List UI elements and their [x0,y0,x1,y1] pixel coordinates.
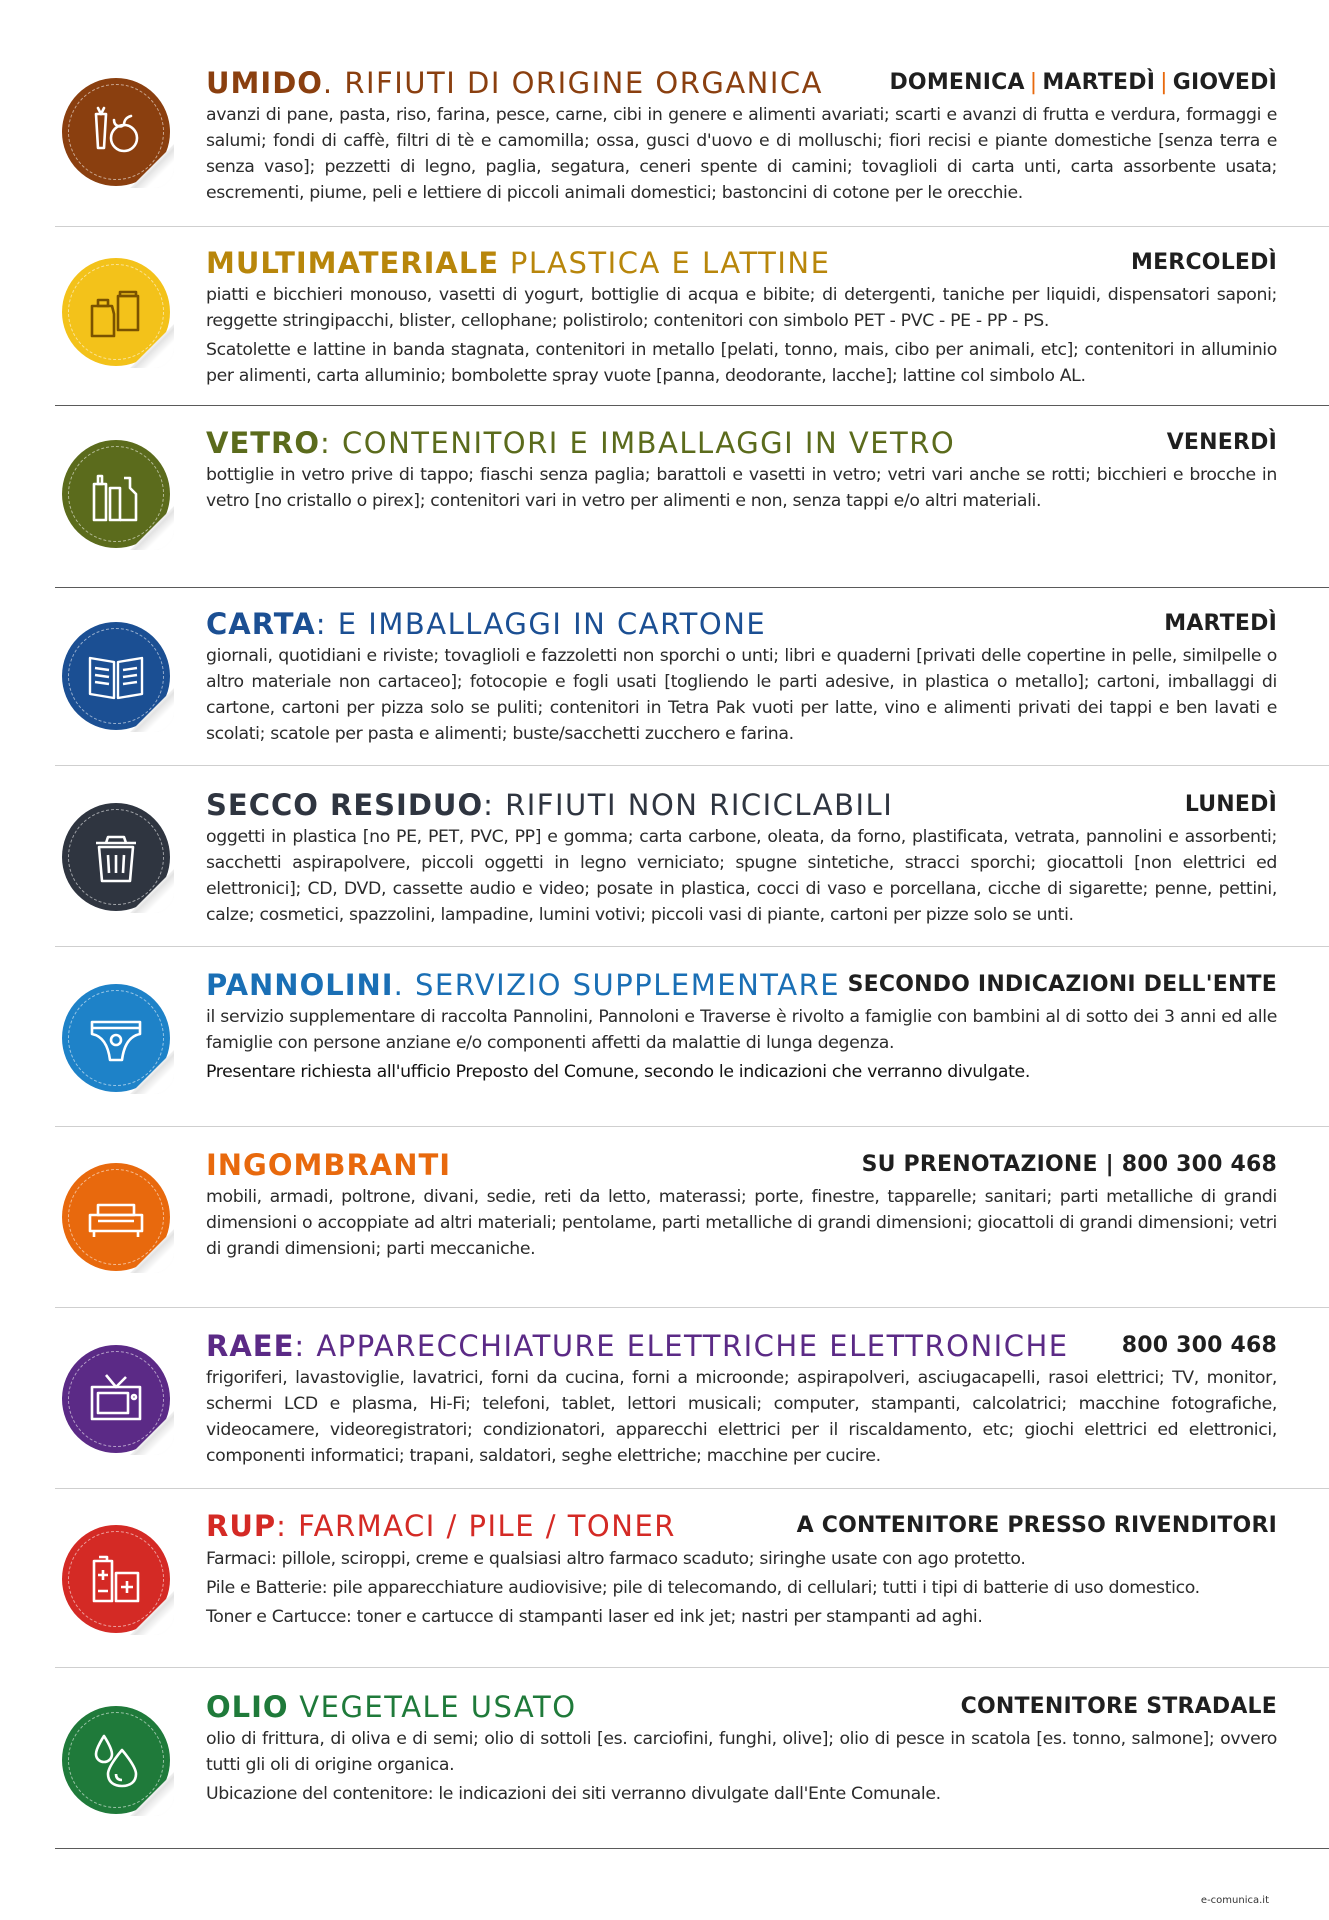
ingombranti-badge [62,1163,170,1271]
vetro-badge [62,440,170,548]
diaper-icon [84,1006,148,1070]
multimateriale-title: MULTIMATERIALE PLASTICA E LATTINE [206,246,831,280]
multimateriale-badge [62,258,170,366]
secco-title: SECCO RESIDUO: RIFIUTI NON RICICLABILI [206,788,894,822]
ingombranti-days: SU PRENOTAZIONE | 800 300 468 [861,1152,1277,1177]
raee-days: 800 300 468 [1121,1333,1277,1358]
umido-description: avanzi di pane, pasta, riso, farina, pesce, carne, cibi in genere e alimenti avariati; scarti e avanzi di frutta e verdura, formaggi e salumi; fondi di caffè, filtri di tè e camomilla; ossa, gusci d'uovo e di molluschi; fiori recisi e piante domestiche [senza terra e senza vaso]; pezzetti di legno, paglia, segatura, ceneri spente di camini; tovaglioli di carta unti, carta assorbente usata; escrementi, piume, peli e lettiere di piccoli animali domestici; bastoncini di cotone per le orecchie. [206,105,1277,203]
rup-badge [62,1525,170,1633]
rup-description: Farmaci: pillole, sciroppi, creme e qualsiasi altro farmaco scaduto; siringhe usate con ago protetto. Pile e Batterie: pile apparecchiature audiovisive; pile di telecomando, di cellulari; tutti i tipi di batterie di uso domestico. Toner e Cartucce: toner e cartucce di stampanti laser ed ink jet; nastri per stampanti ad aghi. [206,1549,1200,1627]
rup-days: A CONTENITORE PRESSO RIVENDITORI [796,1513,1277,1538]
raee-title: RAEE: APPARECCHIATURE ELETTRICHE ELETTRONICHE [206,1329,1069,1363]
multimateriale-days: MERCOLEDÌ [1130,250,1277,275]
glass-bottles-icon [84,462,148,526]
vetro-days: VENERDÌ [1166,430,1277,455]
section-name-bold: UMIDO [206,66,323,100]
carta-badge [62,622,170,730]
vetro-title: VETRO: CONTENITORI E IMBALLAGGI IN VETRO [206,426,956,460]
trash-bin-icon [84,825,148,889]
divider [55,226,1329,227]
pannolini-description: il servizio supplementare di raccolta Pannolini, Pannoloni e Traverse è rivolto a famiglie con bambini al di sotto dei 3 anni ed alle famiglie con persone anziane e/o componenti affetti da malattie di lunga degenza. Presentare richiesta all'ufficio Preposto del Comune, secondo le indicazioni che verranno divulgate. [206,1007,1277,1082]
divider [55,765,1329,766]
umido-title [206,66,823,100]
olio-description: olio di frittura, di oliva e di semi; olio di sottoli [es. carciofini, funghi, olive]; olio di pesce in scatola [es. tonno, salmone]; ovvero tutti gli oli di origine organica. Ubicazione del contenitore: le indicazioni dei siti verranno divulgate dall'Ente Comunale. [206,1729,1277,1804]
divider [55,1126,1329,1127]
footer-credit: e-comunica.it [1200,1895,1269,1906]
pannolini-title: PANNOLINI. SERVIZIO SUPPLEMENTARE [206,968,841,1002]
divider [55,587,1329,588]
pannolini-days: SECONDO INDICAZIONI DELL'ENTE [847,972,1277,997]
multimateriale-description: piatti e bicchieri monouso, vasetti di yogurt, bottiglie di acqua e bibite; di detergenti, taniche per liquidi, dispensatori saponi; reggette stringipacchi, blister, cellophane; polistirolo; contenitori con simbolo PET - PVC - PE - PP - PS. Scatolette e lattine in banda stagnata, contenitori in metallo [pelati, tonno, mais, cibo per animali, etc]; contenitori in alluminio per alimenti, carta alluminio; bombolette spray vuote [panna, deodorante, lacche]; lattine col simbolo AL. [206,285,1277,386]
newspaper-icon [84,644,148,708]
tv-icon [84,1367,148,1431]
raee-description: frigoriferi, lavastoviglie, lavatrici, forni da cucina, forni a microonde; aspirapolveri, asciugacapelli, rasoi elettrici; TV, monitor, schermi LCD e plasma, Hi-Fi; telefoni, tablet, lettori musicali; computer, stampanti, calcolatrici; macchine fotografiche, videocamere, videoregistratori; condizionatori, apparecchi elettrici per il riscaldamento, etc; giochi elettrici ed elettronici, componenti informatici; trapani, saldatori, seghe elettriche; macchine per cucire. [206,1368,1277,1466]
carta-title: CARTA: E IMBALLAGGI IN CARTONE [206,607,767,641]
secco-description: oggetti in plastica [no PE, PET, PVC, PP] e gomma; carta carbone, oleata, da forno, plastificata, vetrata, pannolini e assorbenti; sacchetti aspirapolvere, piccoli oggetti in legno verniciato; spugne sintetiche, stracci sporchi; giocattoli [non elettrici ed elettronici]; CD, DVD, cassette audio e video; posate in plastica, cocci di vaso e porcellana, cicche di sigarette; penne, pettini, calze; cosmetici, spazzolini, lampadine, lumini votivi; piccoli vasi di piante, cartoni per pizze solo se unti. [206,827,1277,925]
sofa-icon [84,1185,148,1249]
secco-days: LUNEDÌ [1184,792,1277,817]
divider [55,1667,1329,1668]
divider [55,946,1329,947]
section-name-rest: . RIFIUTI DI ORIGINE ORGANICA [322,66,824,100]
secco-badge [62,803,170,911]
ingombranti-description: mobili, armadi, poltrone, divani, sedie, reti da letto, materassi; porte, finestre, tapparelle; sanitari; parti metalliche di grandi dimensioni o accoppiate ad altri materiali; pentolame, parti metalliche di grandi dimensioni; giocattoli di grandi dimensioni; vetri di grandi dimensioni; parti meccaniche. [206,1187,1277,1259]
divider [55,405,1329,406]
olio-days: CONTENITORE STRADALE [960,1694,1277,1719]
rup-title: RUP: FARMACI / PILE / TONER [206,1509,676,1543]
umido-days: DOMENICA | MARTEDÌ | GIOVEDÌ [889,70,1277,95]
carta-description: giornali, quotidiani e riviste; tovaglioli e fazzoletti non sporchi o unti; libri e quaderni [privati delle copertine in pelle, similpelle o altro materiale non cartaceo]; fotocopie e fogli usati [togliendo le parti adesive, in plastica o metallo]; cartoni, imballaggi di cartone, cartoni per pizza solo se puliti; contenitori in Tetra Pak vuoti per latte, vino e alimenti privati dei tappi e ben lavati e scolati; scatole per pasta e alimenti; buste/sacchetti zucchero e farina. [206,646,1277,744]
divider [55,1848,1329,1849]
olio-badge [62,1706,170,1814]
olio-title: OLIO VEGETALE USATO [206,1690,577,1724]
food-waste-icon [84,100,148,164]
plastic-containers-icon [84,280,148,344]
raee-badge [62,1345,170,1453]
carta-days: MARTEDÌ [1164,611,1277,636]
oil-drop-icon [84,1728,148,1792]
ingombranti-title: INGOMBRANTI [206,1148,452,1182]
vetro-description: bottiglie in vetro prive di tappo; fiaschi senza paglia; barattoli e vasetti in vetro; vetri vari anche se rotti; bicchieri e brocche in vetro [no cristallo o pirex]; contenitori vari in vetro per alimenti e non, senza tappi e/o altri materiali. [206,465,1277,511]
umido-badge [62,78,170,186]
divider [55,1488,1329,1489]
battery-medicine-icon [84,1547,148,1611]
divider [55,1307,1329,1308]
pannolini-badge [62,984,170,1092]
